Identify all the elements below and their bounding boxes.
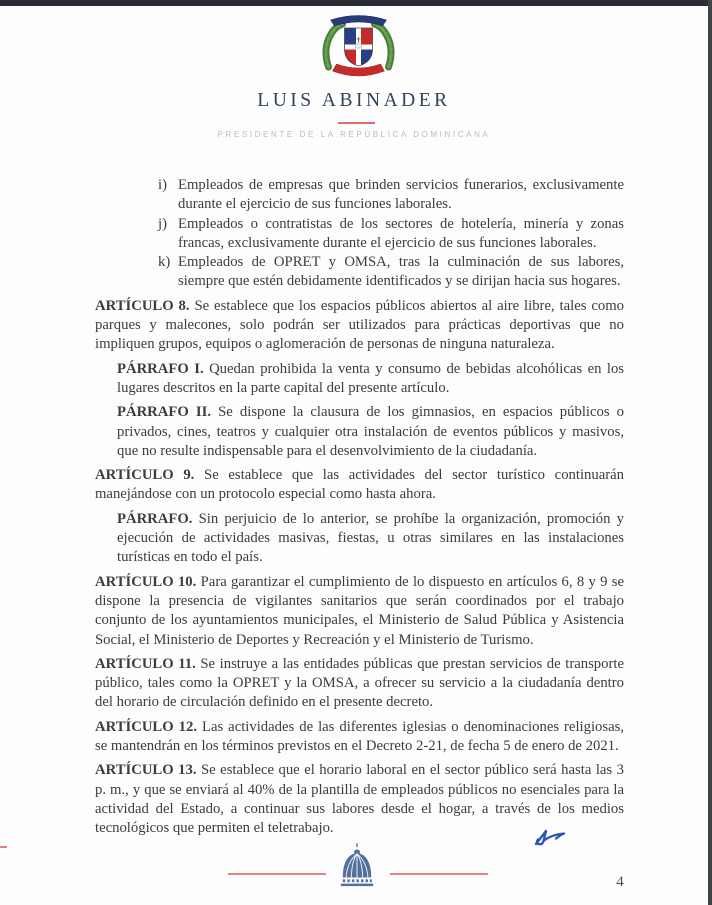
article-11: [95, 655, 624, 713]
footer-rule-left: [228, 873, 326, 875]
signature-mark-icon: [533, 827, 569, 849]
parrafo-2: [117, 403, 624, 461]
parrafo: [117, 510, 624, 568]
list-marker: k): [158, 254, 171, 271]
coat-of-arms-icon: [316, 9, 401, 83]
list-item-text: Empleados de empresas que brinden servicios funerarios, exclusivamente durante el ejercicio de sus funciones laborales.: [178, 177, 624, 213]
article-8: [95, 297, 624, 355]
page-number: 4: [616, 874, 624, 890]
article-label: PÁRRAFO.: [117, 510, 193, 527]
article-text: Para garantizar el cumplimiento de lo dispuesto en artículos 6, 8 y 9 se dispone la presencia de vigilantes sanitarios que serán coordinados por el trabajo conjunto de los ayuntamientos municipales, el Ministerio de Salud Pública y Asistencia Social, el Ministerio de Deportes y Recreación y el Ministerio de Turismo.: [95, 573, 625, 648]
list-item: [95, 253, 624, 292]
decree-body: [95, 176, 624, 839]
article-text: Se instruye a las entidades públicas que prestan servicios de transporte público, tales como la OPRET y la OMSA, a ofrecer su servicio a la ciudadanía dentro del horario de circulación definido en el presente decreto.: [95, 655, 624, 711]
article-label: ARTÍCULO 12.: [95, 718, 197, 735]
article-label: ARTÍCULO 10.: [95, 573, 197, 590]
article-label: ARTÍCULO 13.: [95, 762, 197, 779]
window-right-edge: [708, 0, 712, 905]
article-text: Quedan prohibida la venta y consumo de bebidas alcohólicas en los lugares descritos en la parte capital del presente artículo.: [117, 360, 625, 396]
article-text: Las actividades de las diferentes iglesias o denominaciones religiosas, se mantendrán en los términos previstos en el Decreto 2-21, de fecha 5 de enero de 2021.: [95, 718, 625, 755]
list-marker: i): [158, 177, 167, 193]
article-10: [95, 573, 624, 650]
president-name: LUIS ABINADER: [257, 90, 451, 111]
article-text: Se establece que los espacios públicos abiertos al aire libre, tales como parques y malecones, solo podrán ser utilizados para prácticas deportivas que no impliquen grupos, equipos o aglomeración de personas de ninguna naturaleza.: [95, 297, 624, 353]
footer-rule-right: [390, 873, 488, 875]
parrafo-1: [117, 360, 624, 399]
list-item: [95, 176, 624, 215]
president-title: PRESIDENTE DE LA REPÚBLICA DOMINICANA: [217, 130, 491, 139]
article-text: Sin perjuicio de lo anterior, se prohíbe la organización, promoción y ejecución de actividades masivas, fiestas, u otras similares en las instalaciones turísticas en todo el país.: [117, 510, 624, 566]
article-12: [95, 718, 624, 757]
palace-dome-icon: [338, 842, 376, 892]
window-top-edge: [0, 0, 712, 6]
article-label: PÁRRAFO II.: [117, 404, 211, 421]
article-9: [95, 466, 624, 505]
list-item-text: Empleados o contratistas de los sectores de hotelería, minería y zonas francas, exclusivamente durante el ejercicio de sus funciones laborales.: [178, 215, 624, 251]
article-label: ARTÍCULO 11.: [95, 655, 196, 672]
article-label: ARTÍCULO 8.: [95, 297, 190, 314]
list-item: [95, 215, 624, 254]
red-divider: [338, 122, 375, 124]
list-item-text: Empleados de OPRET y OMSA, tras la culminación de sus labores, siempre que estén debidamente identificados y se dirijan hacia sus hogares.: [178, 254, 624, 290]
article-label: ARTÍCULO 9.: [95, 467, 195, 484]
article-text: Se dispone la clausura de los gimnasios, en espacios públicos o privados, cines, teatros y cualquier otra instalación de eventos públicos y masivos, que no resulte indispensable para el desenvolvimiento de la ciudadanía.: [117, 404, 624, 459]
article-text: Se establece que el horario laboral en el sector público será hasta las 3 p. m., y que se enviará al 40% de la plantilla de empleados públicos no esenciales para la actividad del Estado, a continuar sus labores desde el hogar, a través de los medios tecnológicos que permiten el teletrabajo.: [95, 762, 624, 837]
list-marker: j): [158, 215, 167, 232]
article-text: Se establece que las actividades del sector turístico continuarán manejándose con un protocolo especial como hasta ahora.: [95, 467, 624, 503]
page-edge-red-mark: [0, 846, 7, 848]
article-label: PÁRRAFO I.: [117, 360, 204, 377]
